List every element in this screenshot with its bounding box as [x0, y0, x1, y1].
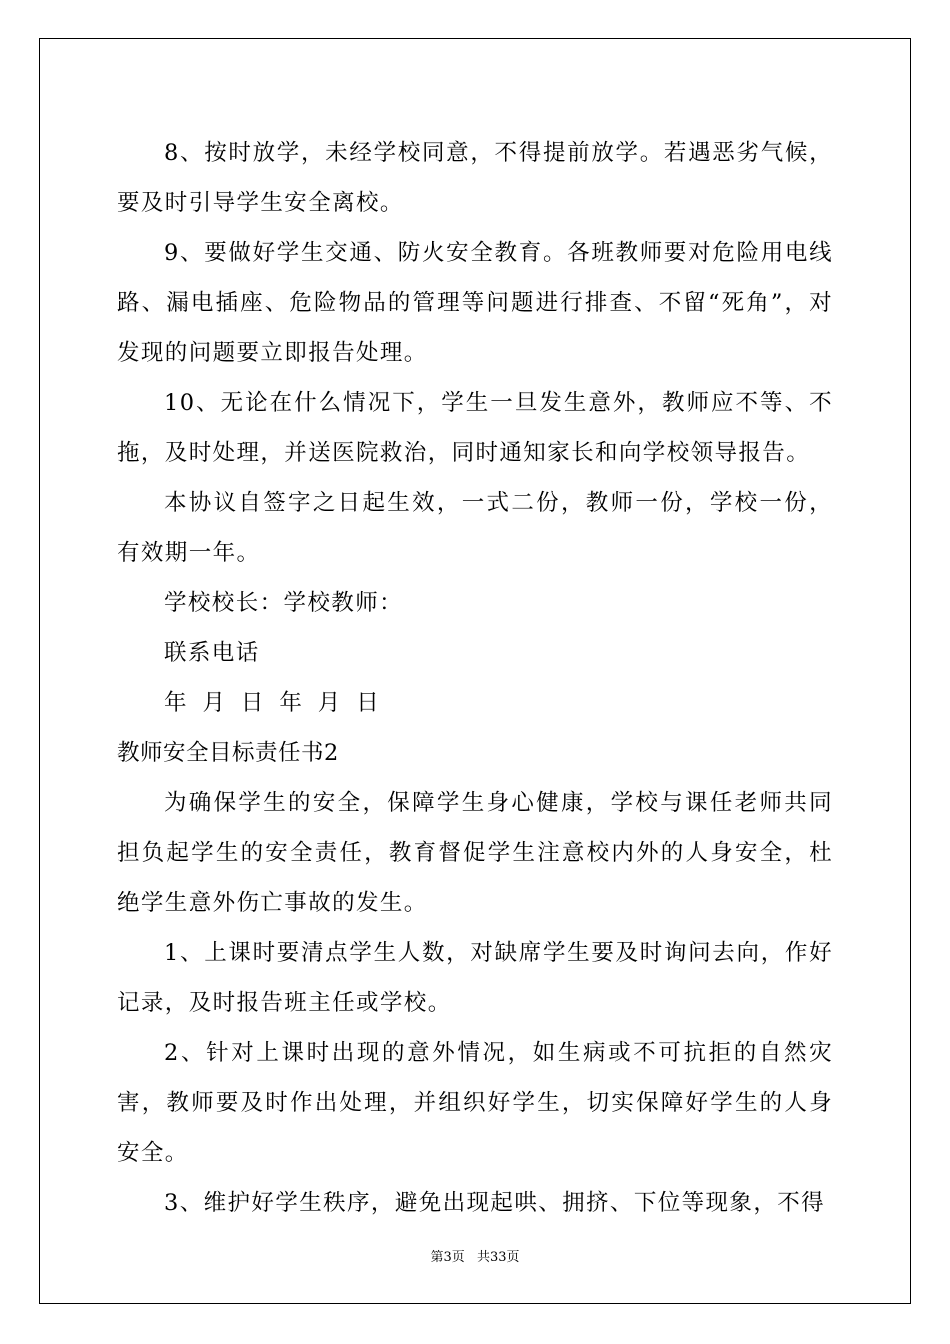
document-body [117, 128, 833, 1228]
paragraph-item-3: 3、维护好学生秩序，避免出现起哄、拥挤、下位等现象，不得 [164, 1190, 826, 1216]
signature-line: 学校校长：学校教师： [164, 590, 404, 616]
total-pages: 共33页 [476, 1250, 520, 1265]
paragraph-intro: 为确保学生的安全，保障学生身心健康，学校与课任老师共同担负起学生的安全责任，教育督促学生注意校内外的人身安全，杜绝学生意外伤亡事故的发生。 [117, 790, 833, 916]
section-title: 教师安全目标责任书2 [117, 740, 339, 766]
paragraph-item-2: 2、针对上课时出现的意外情况，如生病或不可抗拒的自然灾害，教师要及时作出处理，并组织好学生，切实保障好学生的人身安全。 [117, 1040, 833, 1166]
contact-phone-line: 联系电话 [164, 640, 260, 666]
paragraph-item-1: 1、上课时要清点学生人数，对缺席学生要及时询问去向，作好记录，及时报告班主任或学校。 [117, 940, 833, 1016]
paragraph-item-8: 8、按时放学，未经学校同意，不得提前放学。若遇恶劣气候，要及时引导学生安全离校。 [117, 140, 833, 216]
paragraph-item-10: 10、无论在什么情况下，学生一旦发生意外，教师应不等、不拖，及时处理，并送医院救治，同时通知家长和向学校领导报告。 [117, 390, 833, 466]
date-line: 年 月 日 年 月 日 [164, 690, 381, 716]
page-number: 第3页 [430, 1250, 465, 1265]
paragraph-item-9: 9、要做好学生交通、防火安全教育。各班教师要对危险用电线路、漏电插座、危险物品的管理等问题进行排查、不留“死角”，对发现的问题要立即报告处理。 [117, 240, 833, 366]
paragraph-effective-date: 本协议自签字之日起生效，一式二份，教师一份，学校一份，有效期一年。 [117, 490, 833, 566]
page-footer [0, 1246, 950, 1265]
